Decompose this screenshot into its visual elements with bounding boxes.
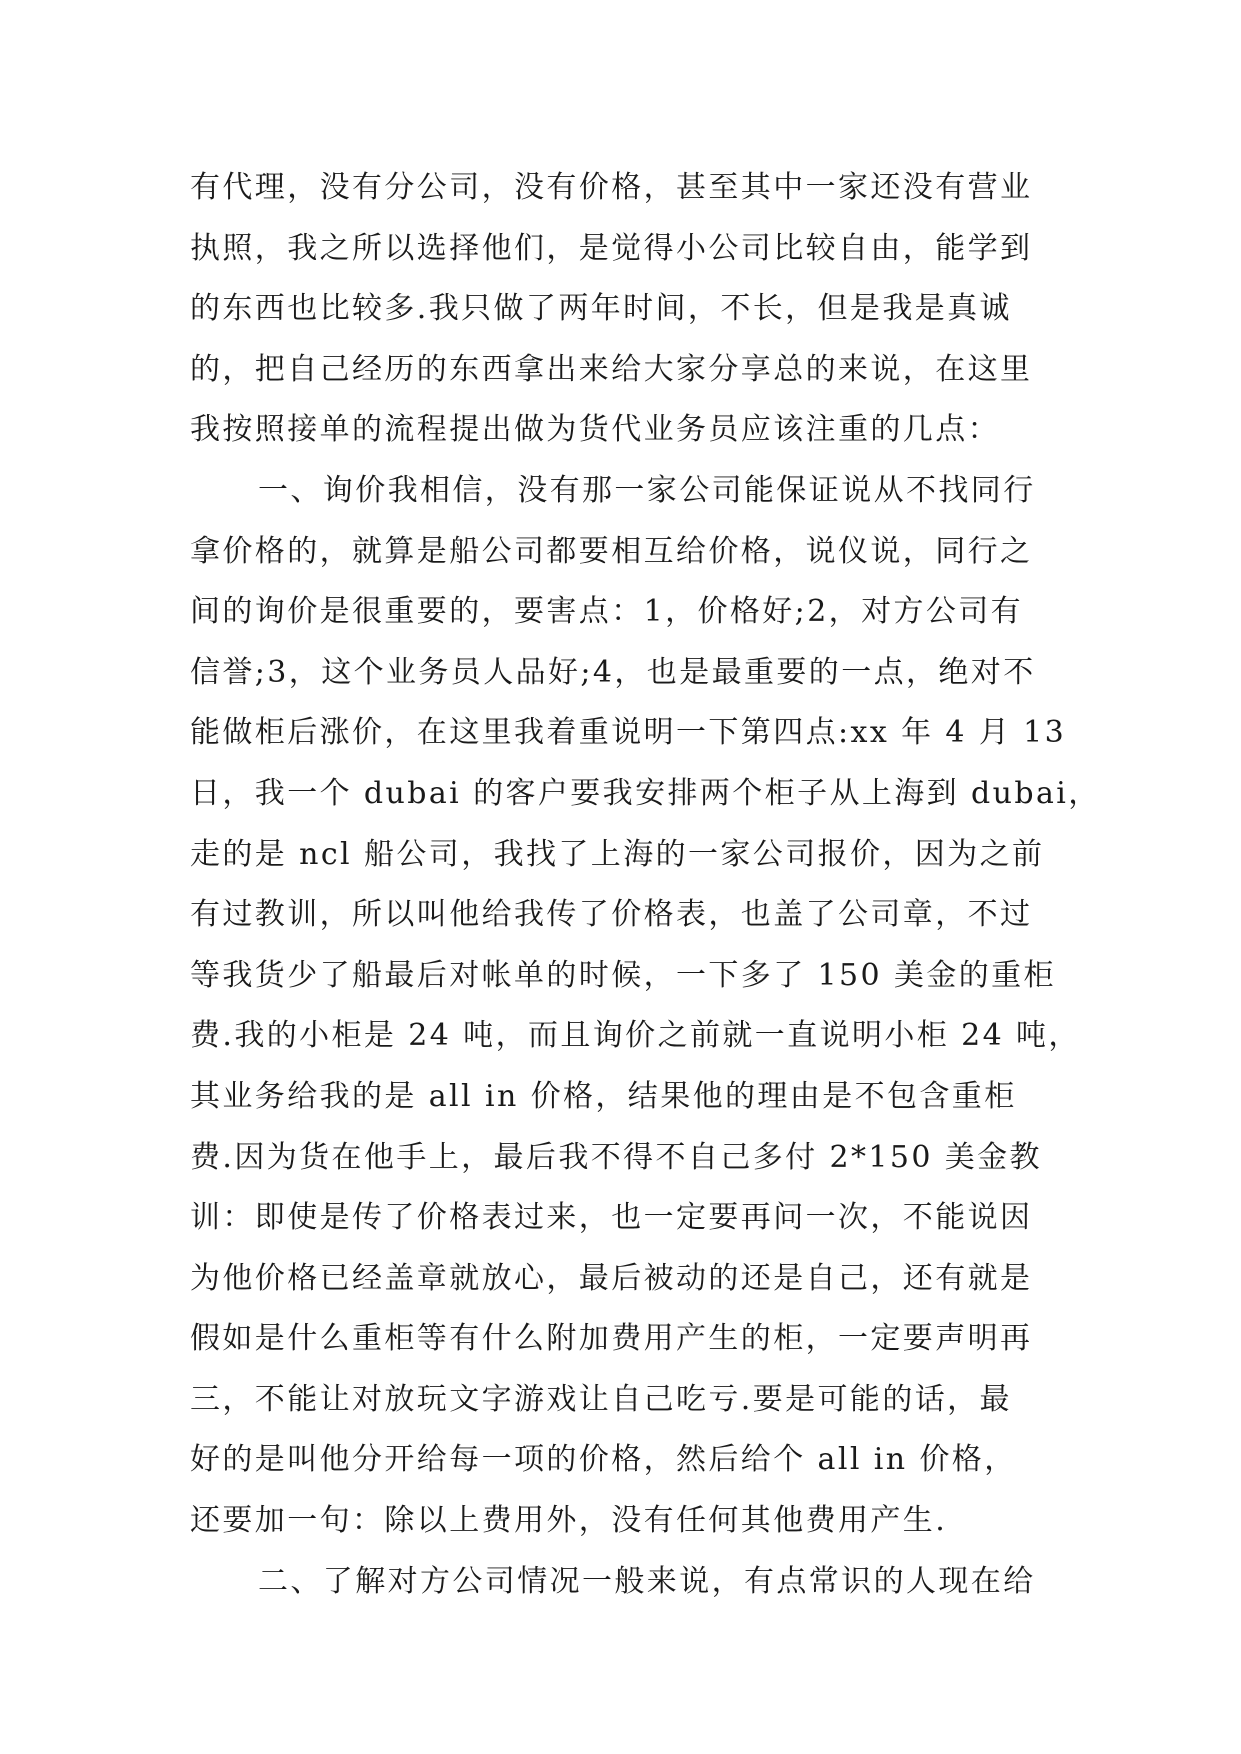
text-line: 假如是什么重柜等有什么附加费用产生的柜，一定要声明再	[190, 1321, 1033, 1357]
text-line: 有过教训，所以叫他给我传了价格表，也盖了公司章，不过	[190, 897, 1033, 933]
text-line: 执照，我之所以选择他们，是觉得小公司比较自由，能学到	[190, 230, 1033, 266]
document-body	[190, 158, 1101, 1612]
text-line: 我按照接单的流程提出做为货代业务员应该注重的几点：	[190, 412, 1000, 448]
text-line: 的东西也比较多.我只做了两年时间，不长，但是我是真诚	[190, 291, 1012, 327]
text-line: 日，我一个 dubai 的客户要我安排两个柜子从上海到 dubai，	[190, 775, 1101, 811]
text-line: 信誉;3，这个业务员人品好;4，也是最重要的一点，绝对不	[190, 654, 1036, 690]
text-line: 好的是叫他分开给每一项的价格，然后给个 all in 价格，	[190, 1442, 1017, 1478]
text-line: 费.我的小柜是 24 吨，而且询价之前就一直说明小柜 24 吨，	[190, 1018, 1081, 1054]
text-line: 训：即使是传了价格表过来，也一定要再问一次，不能说因	[190, 1200, 1033, 1236]
text-line: 一、询价我相信，没有那一家公司能保证说从不找同行	[258, 472, 1036, 508]
text-line: 走的是 ncl 船公司，我找了上海的一家公司报价，因为之前	[190, 836, 1045, 872]
text-line: 三，不能让对放玩文字游戏让自己吃亏.要是可能的话，最	[190, 1381, 1012, 1417]
text-line: 间的询价是很重要的，要害点：1，价格好;2，对方公司有	[190, 594, 1024, 630]
text-line: 还要加一句：除以上费用外，没有任何其他费用产生.	[190, 1503, 948, 1539]
text-line: 其业务给我的是 all in 价格，结果他的理由是不包含重柜	[190, 1078, 1017, 1114]
text-line: 的，把自己经历的东西拿出来给大家分享总的来说，在这里	[190, 351, 1033, 387]
text-line: 有代理，没有分公司，没有价格，甚至其中一家还没有营业	[190, 170, 1033, 205]
text-line: 等我货少了船最后对帐单的时候，一下多了 150 美金的重柜	[190, 957, 1056, 993]
text-line: 二、了解对方公司情况一般来说，有点常识的人现在给	[258, 1563, 1036, 1599]
text-line: 能做柜后涨价，在这里我着重说明一下第四点:xx 年 4 月 13	[190, 715, 1067, 751]
text-line: 为他价格已经盖章就放心，最后被动的还是自己，还有就是	[190, 1260, 1033, 1296]
text-line: 费.因为货在他手上，最后我不得不自己多付 2*150 美金教	[190, 1139, 1042, 1175]
text-line: 拿价格的，就算是船公司都要相互给价格，说仪说，同行之	[190, 533, 1033, 569]
